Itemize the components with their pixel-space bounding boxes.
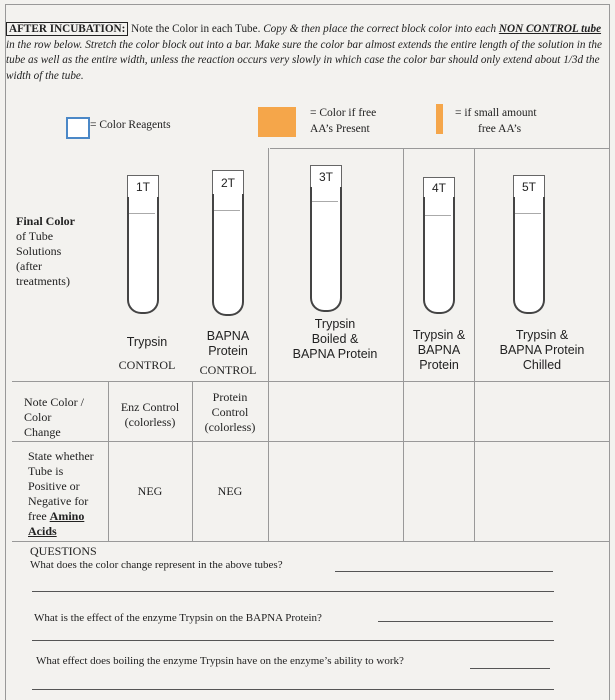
final-color-line: (after	[16, 259, 42, 273]
tube-1-number: 1T	[127, 175, 159, 198]
tube-3-label-line: BAPNA Protein	[292, 347, 378, 361]
legend-small-2: free AA’s	[478, 123, 522, 135]
tube-3-label-line: Trypsin	[314, 317, 356, 331]
tube-2-label	[190, 329, 266, 359]
answer-line-1a[interactable]	[335, 571, 553, 572]
final-color-line: of Tube	[16, 229, 54, 243]
tube-4-fill-line	[425, 215, 451, 216]
answer-line-2a[interactable]	[378, 621, 553, 622]
acids-word: Acids	[28, 524, 57, 538]
answer-line-3a[interactable]	[470, 668, 550, 669]
legend-free-aa-2: AA’s Present	[310, 123, 370, 135]
tube-4-label-line: BAPNA	[417, 343, 461, 357]
tube-1-fill-line	[129, 213, 155, 214]
tube-2-note-line: (colorless)	[204, 420, 256, 434]
tube-2-fill-line	[214, 210, 240, 211]
tube-2-number: 2T	[212, 170, 244, 195]
state-line: free	[28, 509, 50, 523]
legend-free-aa-1: = Color if free	[310, 107, 377, 119]
tube-5-label-line: Chilled	[522, 358, 562, 372]
tube-1-note-line: (colorless)	[124, 415, 176, 429]
reagent-color-box	[66, 117, 90, 139]
amino-word: Amino	[49, 509, 85, 523]
note-color-line: Change	[24, 425, 61, 439]
answer-line-2b[interactable]	[32, 640, 554, 641]
answer-line-3b[interactable]	[32, 689, 554, 690]
tube-4-label	[404, 328, 474, 373]
legend-reagents: = Color Reagents	[90, 119, 171, 131]
table-top-border	[5, 4, 610, 5]
tube-3-label	[270, 317, 400, 362]
table-right-border	[609, 4, 610, 700]
col-divider-5	[474, 148, 475, 541]
state-line: Tube is	[28, 464, 64, 478]
instruction-part2: in the row below. Stretch the color block out into a bar. Make sure the color bar almost extends the entire length of the solution in the tube as well as the entire width, unless the reaction occurs very slowly in which case the color bar should only extend about 1/3d the width of the tube.	[6, 38, 602, 82]
small-aa-color-bar	[436, 104, 443, 134]
state-line: Negative for	[28, 494, 89, 508]
tube-3-label-line: Boiled &	[311, 332, 359, 346]
col-divider-3	[268, 148, 269, 541]
question-2: What is the effect of the enzyme Trypsin on the BAPNA Protein?	[34, 612, 322, 624]
tube-2-note-line: Protein	[212, 390, 248, 404]
row-divider-3	[12, 541, 610, 542]
instruction-part1: Copy & then place the correct block color into each	[263, 23, 499, 35]
tube-3-number: 3T	[310, 165, 342, 188]
tube-1-label: Trypsin	[126, 335, 168, 349]
instruction-emphasis: NON CONTROL tube	[498, 23, 602, 35]
instructions	[6, 22, 606, 84]
tube-2-icon	[212, 194, 244, 316]
tube-5-number: 5T	[513, 175, 545, 198]
instruction-lead: Note the Color in each Tube.	[128, 23, 264, 35]
answer-line-1b[interactable]	[32, 591, 554, 592]
tube-5-fill-line	[515, 213, 541, 214]
note-color-line: Color	[24, 410, 52, 424]
question-1: What does the color change represent in the above tubes?	[30, 559, 283, 571]
tube-1-icon	[127, 197, 159, 314]
final-color-line: Final Color	[16, 214, 75, 228]
note-color-label	[24, 395, 84, 440]
final-color-label	[16, 214, 75, 289]
tube-4-label-line: Trypsin &	[412, 328, 466, 342]
free-aa-color-box	[258, 107, 296, 137]
legend-small-1: = if small amount	[455, 107, 537, 119]
tube-1-sub: CONTROL	[118, 358, 176, 372]
tube-5-label-line: Trypsin &	[515, 328, 569, 342]
tube-1-note-line: Enz Control	[120, 400, 180, 414]
final-color-line: Solutions	[16, 244, 62, 258]
header-rule	[270, 148, 610, 149]
tube-2-label-line: Protein	[208, 344, 248, 358]
tube-4-label-line: Protein	[419, 358, 459, 372]
questions-heading: QUESTIONS	[30, 544, 97, 558]
tube-2-sub: CONTROL	[199, 363, 257, 377]
tube-5-label	[476, 328, 608, 373]
tube-3-fill-line	[312, 201, 338, 202]
state-line: State whether	[28, 449, 94, 463]
state-line: Positive or	[28, 479, 80, 493]
row-divider-1	[12, 381, 610, 382]
tube-4-number: 4T	[423, 177, 455, 198]
row-divider-2	[12, 441, 610, 442]
tube-2-note	[194, 390, 266, 435]
state-whether-label	[28, 449, 94, 539]
tube-5-icon	[513, 197, 545, 314]
question-3: What effect does boiling the enzyme Trypsin have on the enzyme’s ability to work?	[36, 655, 404, 667]
tube-1-result: NEG	[137, 484, 163, 498]
tube-5-label-line: BAPNA Protein	[499, 343, 585, 357]
final-color-line: treatments)	[16, 274, 70, 288]
incubation-header: AFTER INCUBATION:	[6, 22, 128, 36]
col-divider-1	[108, 381, 109, 541]
table-left-border	[5, 4, 6, 700]
tube-2-result: NEG	[217, 484, 243, 498]
tube-2-label-line: BAPNA	[206, 329, 250, 343]
tube-1-note	[110, 400, 190, 430]
tube-2-note-line: Control	[211, 405, 249, 419]
col-divider-2	[192, 381, 193, 541]
tube-3-icon	[310, 187, 342, 312]
note-color-line: Note Color /	[24, 395, 84, 409]
